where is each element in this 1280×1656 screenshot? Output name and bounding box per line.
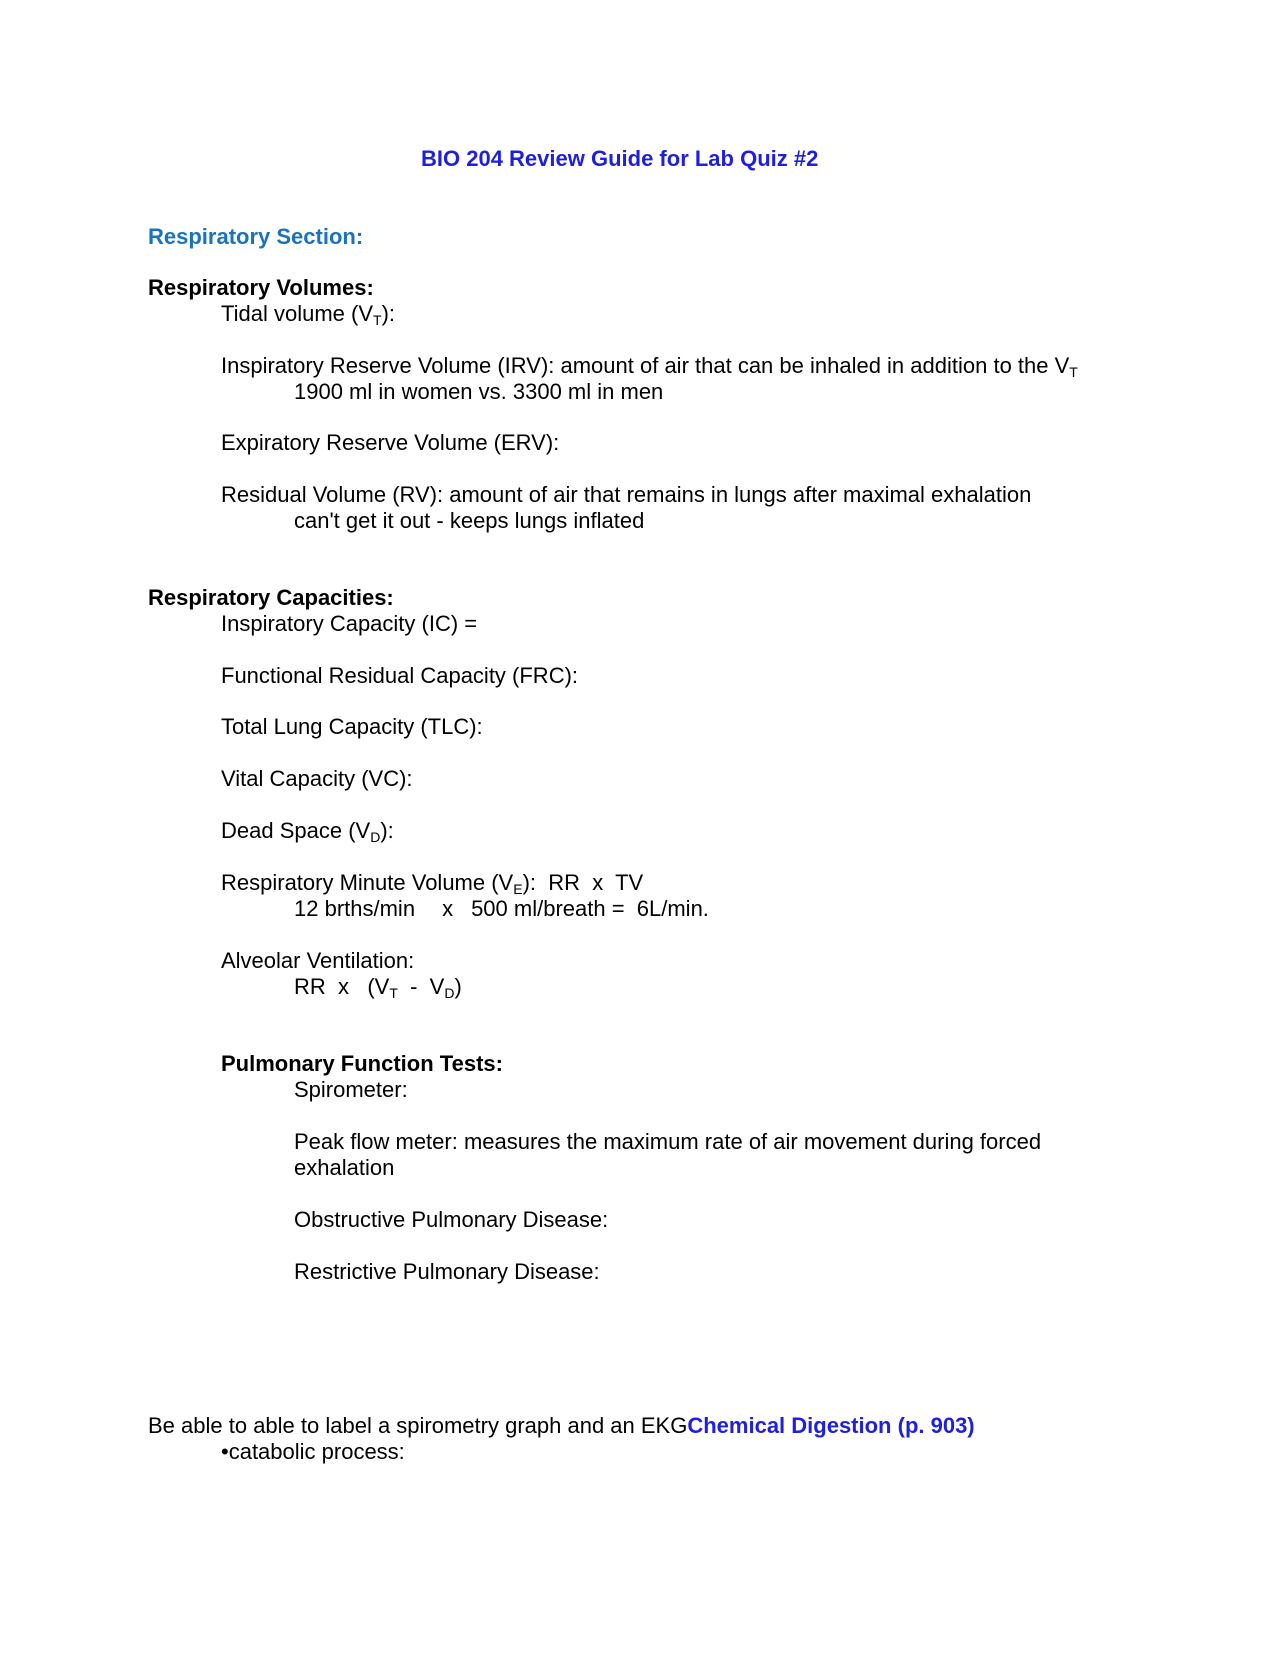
rmv-line: [221, 870, 643, 896]
frc-line: Functional Residual Capacity (FRC):: [221, 663, 579, 688]
rmv-calc-times: x: [442, 896, 454, 921]
tlc-line: Total Lung Capacity (TLC):: [221, 714, 483, 739]
rmv-calc-rate: 12 brths/min: [294, 896, 416, 921]
rv-line: Residual Volume (RV): amount of air that remains in lungs after maximal exhalation: [221, 482, 1032, 507]
tidal-volume-line: [221, 301, 395, 327]
irv-text: Inspiratory Reserve Volume (IRV): amount of air that can be inhaled in addition to the V: [221, 353, 1070, 378]
catabolic-process-bullet: •catabolic process:: [221, 1439, 405, 1464]
alveolar-ventilation-line: Alveolar Ventilation:: [221, 948, 415, 973]
rmv-calc-result: 500 ml/breath = 6L/min.: [471, 896, 709, 921]
irv-line: [221, 353, 1078, 379]
respiratory-section-heading: Respiratory Section:: [148, 224, 364, 249]
dead-space-subscript: D: [370, 829, 381, 845]
peak-flow-line-1: Peak flow meter: measures the maximum rate of air movement during forced: [294, 1129, 1042, 1154]
alveolar-formula-mid: - V: [397, 974, 445, 999]
respiratory-capacities-heading: Respiratory Capacities:: [148, 585, 394, 610]
spirometer-line: Spirometer:: [294, 1077, 408, 1102]
alveolar-formula-start: RR x (V: [294, 974, 390, 999]
chemical-digestion-heading: Chemical Digestion (p. 903): [687, 1413, 975, 1438]
restrictive-disease-line: Restrictive Pulmonary Disease:: [294, 1259, 600, 1284]
dead-space-tail: ):: [380, 818, 394, 843]
document-title: BIO 204 Review Guide for Lab Quiz #2: [421, 146, 819, 171]
respiratory-volumes-heading: Respiratory Volumes:: [148, 275, 374, 300]
alveolar-subscript-t: T: [389, 985, 398, 1001]
rv-detail: can't get it out - keeps lungs inflated: [294, 508, 645, 533]
dead-space-line: [221, 818, 394, 844]
rmv-tail: ): RR x TV: [522, 870, 644, 895]
ic-line: Inspiratory Capacity (IC) =: [221, 611, 478, 636]
label-instruction-text: Be able to able to label a spirometry graph and an EKG: [148, 1413, 688, 1438]
pulmonary-function-tests-heading: Pulmonary Function Tests:: [221, 1051, 503, 1076]
tidal-volume-text: Tidal volume (V: [221, 301, 374, 326]
irv-subscript: T: [1069, 364, 1078, 380]
alveolar-ventilation-formula: [294, 974, 462, 1000]
obstructive-disease-line: Obstructive Pulmonary Disease:: [294, 1207, 609, 1232]
tidal-volume-subscript: T: [373, 312, 382, 328]
rmv-calculation: [294, 896, 709, 922]
rmv-text: Respiratory Minute Volume (V: [221, 870, 514, 895]
erv-line: Expiratory Reserve Volume (ERV):: [221, 430, 560, 455]
peak-flow-line-2: exhalation: [294, 1155, 395, 1180]
tidal-volume-tail: ):: [381, 301, 396, 326]
alveolar-formula-end: ): [454, 974, 462, 999]
dead-space-text: Dead Space (V: [221, 818, 371, 843]
irv-detail: 1900 ml in women vs. 3300 ml in men: [294, 379, 664, 404]
label-instruction-line: [148, 1413, 975, 1439]
rmv-subscript: E: [513, 881, 523, 897]
vc-line: Vital Capacity (VC):: [221, 766, 413, 791]
alveolar-subscript-d: D: [444, 985, 455, 1001]
